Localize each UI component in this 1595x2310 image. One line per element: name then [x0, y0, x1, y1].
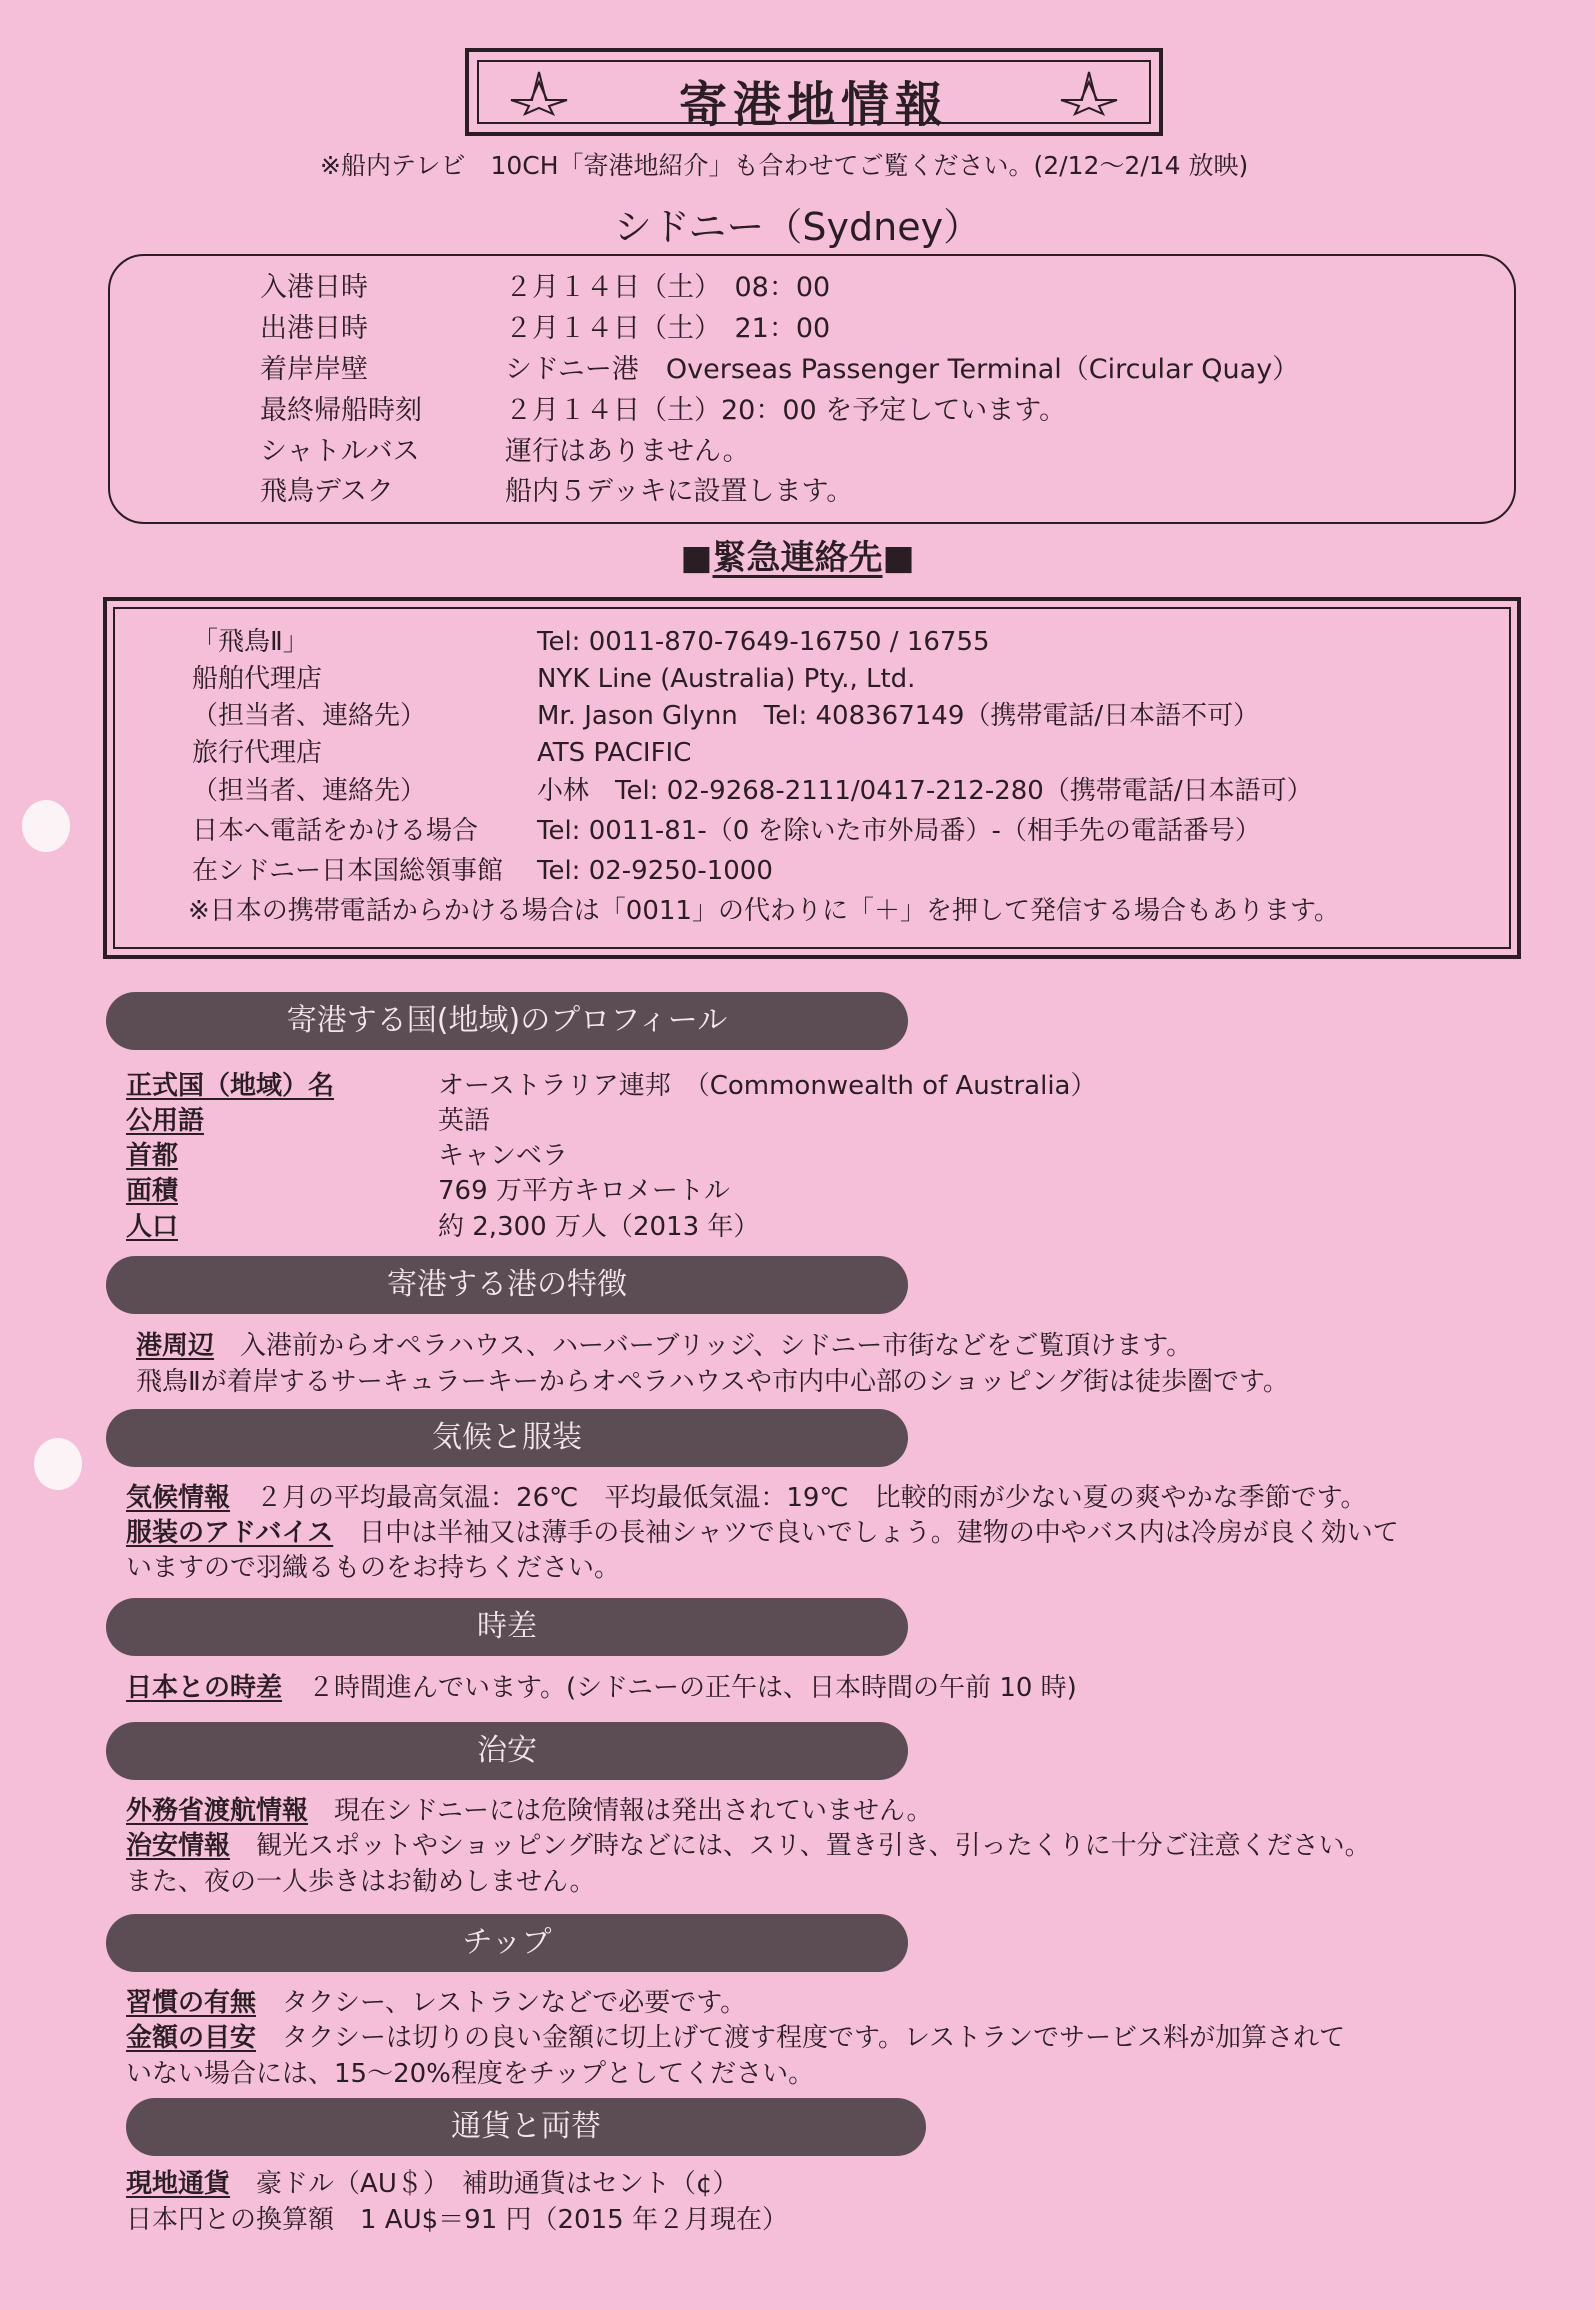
currency-text: 豪ドル（AU＄） 補助通貨はセント（¢）	[256, 2169, 739, 2199]
section-bar-time: 時差	[106, 1598, 908, 1656]
port-info-label: 飛鳥デスク	[260, 476, 394, 507]
section-bar-port-features: 寄港する港の特徴	[106, 1256, 908, 1314]
port-features-label: 港周辺	[136, 1331, 215, 1361]
profile-label: 人口	[126, 1212, 179, 1242]
section-bar-safety: 治安	[106, 1722, 908, 1780]
climate-text: ２月の平均最高気温：26℃ 平均最低気温：19℃ 比較的雨が少ない夏の爽やかな季節です。	[256, 1483, 1367, 1513]
port-info-value: シドニー港 Overseas Passenger Terminal（Circular Quay）	[505, 354, 1300, 385]
page-title: 寄港地情報	[678, 77, 949, 133]
punch-hole	[22, 800, 70, 852]
contact-value: Tel: 0011-81-（0 を除いた市外局番）-（相手先の電話番号）	[537, 816, 1261, 846]
emergency-heading-text: 緊急連絡先	[712, 538, 883, 578]
port-info-label: 着岸岸壁	[260, 354, 368, 385]
punch-hole	[34, 1438, 82, 1490]
profile-label: 正式国（地域）名	[126, 1071, 335, 1101]
port-info-label: 出港日時	[260, 313, 368, 344]
contact-value: Tel: 02-9250-1000	[537, 856, 773, 886]
section-bar-tip: チップ	[106, 1914, 908, 1972]
port-features-line: 飛鳥Ⅱが着岸するサーキュラーキーからオペラハウスや市内中心部のショッピング街は徒歩圏です。	[136, 1367, 1289, 1397]
clothing-line	[126, 1515, 1399, 1551]
contact-label: （担当者、連絡先）	[192, 776, 427, 806]
port-info-value: 船内５デッキに設置します。	[505, 476, 854, 507]
contact-label: 旅行代理店	[192, 738, 323, 768]
safety-label: 治安情報	[126, 1831, 231, 1861]
section-bar-climate: 気候と服装	[106, 1409, 908, 1467]
contact-value: Mr. Jason Glynn Tel: 408367149（携帯電話/日本語不可）	[537, 701, 1260, 731]
clothing-text: 日中は半袖又は薄手の長袖シャツで良いでしょう。建物の中やバス内は冷房が良く効いて	[359, 1518, 1399, 1548]
contact-label: （担当者、連絡先）	[192, 701, 427, 731]
contact-value: NYK Line (Australia) Pty., Ltd.	[537, 664, 916, 694]
exchange-rate-line: 日本円との換算額 1 AU$＝91 円（2015 年２月現在）	[126, 2205, 788, 2235]
tip-line: いない場合には、15〜20%程度をチップとしてください。	[126, 2059, 815, 2089]
contact-label: 「飛鳥Ⅱ」	[192, 627, 309, 657]
tip-text: タクシーは切りの良い金額に切上げて渡す程度です。レストランでサービス料が加算されて	[282, 2023, 1346, 2053]
currency-label: 現地通貨	[126, 2169, 231, 2199]
profile-label: 面積	[126, 1176, 179, 1206]
clothing-label: 服装のアドバイス	[126, 1518, 334, 1548]
port-info-value: ２月１４日（土） 21：00	[505, 313, 831, 344]
time-text: ２時間進んでいます。(シドニーの正午は、日本時間の午前 10 時)	[308, 1673, 1077, 1703]
contact-label: 在シドニー日本国総領事館	[192, 856, 503, 886]
port-features-text: 入港前からオペラハウス、ハーバーブリッジ、シドニー市街などをご覧頂けます。	[240, 1331, 1193, 1361]
profile-value: オーストラリア連邦 （Commonwealth of Australia）	[438, 1071, 1097, 1101]
square-bullet-icon: ■	[680, 538, 713, 578]
climate-line	[126, 1480, 1367, 1516]
safety-label: 外務省渡航情報	[126, 1796, 309, 1826]
time-line	[126, 1670, 1077, 1706]
profile-label: 首都	[126, 1141, 179, 1171]
port-info-label: シャトルバス	[260, 436, 420, 467]
profile-value: 769 万平方キロメートル	[438, 1176, 730, 1206]
port-info-value: ２月１４日（土）20：00 を予定しています。	[505, 395, 1067, 426]
profile-value: キャンベラ	[438, 1141, 569, 1171]
time-label: 日本との時差	[126, 1673, 283, 1703]
contact-value: 小林 Tel: 02-9268-2111/0417-212-280（携帯電話/日本語可）	[537, 776, 1313, 806]
tip-label: 習慣の有無	[126, 1988, 257, 2018]
contact-value: ATS PACIFIC	[537, 738, 692, 768]
port-info-label: 入港日時	[260, 272, 368, 303]
safety-line	[126, 1793, 933, 1829]
contact-label: 船舶代理店	[192, 664, 323, 694]
profile-value: 約 2,300 万人（2013 年）	[438, 1212, 760, 1242]
emergency-heading	[0, 530, 1595, 579]
safety-line: また、夜の一人歩きはお勧めしません。	[126, 1867, 596, 1897]
tip-line	[126, 2020, 1345, 2056]
section-bar-profile: 寄港する国(地域)のプロフィール	[106, 992, 908, 1050]
clothing-line: いますので羽織るものをお持ちください。	[126, 1553, 621, 1583]
tip-line	[126, 1985, 746, 2021]
port-info-value: 運行はありません。	[505, 436, 750, 467]
contact-value: Tel: 0011-870-7649-16750 / 16755	[537, 627, 990, 657]
safety-line	[126, 1828, 1371, 1864]
port-features-line	[136, 1328, 1192, 1364]
contact-note: ※日本の携帯電話からかける場合は「0011」の代わりに「＋」を押して発信する場合もあります。	[188, 896, 1340, 926]
square-bullet-icon: ■	[882, 538, 915, 578]
profile-label: 公用語	[126, 1106, 205, 1136]
profile-value: 英語	[438, 1106, 491, 1136]
safety-text: 現在シドニーには危険情報は発出されていません。	[334, 1796, 933, 1826]
safety-text: 観光スポットやショッピング時などには、スリ、置き引き、引ったくりに十分ご注意ください。	[256, 1831, 1371, 1861]
tip-label: 金額の目安	[126, 2023, 257, 2053]
tv-note: ※船内テレビ 10CH「寄港地紹介」も合わせてご覧ください。(2/12〜2/14 放映)	[320, 151, 1249, 180]
currency-line	[126, 2166, 738, 2202]
star-ornament-icon	[1059, 70, 1119, 116]
section-bar-currency: 通貨と両替	[126, 2098, 926, 2156]
city-title: シドニー（Sydney）	[613, 205, 982, 249]
port-info-label: 最終帰船時刻	[260, 395, 422, 426]
title-frame	[465, 48, 1163, 136]
port-info-value: ２月１４日（土） 08：00	[505, 272, 831, 303]
contact-label: 日本へ電話をかける場合	[192, 816, 479, 846]
tip-text: タクシー、レストランなどで必要です。	[282, 1988, 747, 2018]
climate-label: 気候情報	[126, 1483, 231, 1513]
